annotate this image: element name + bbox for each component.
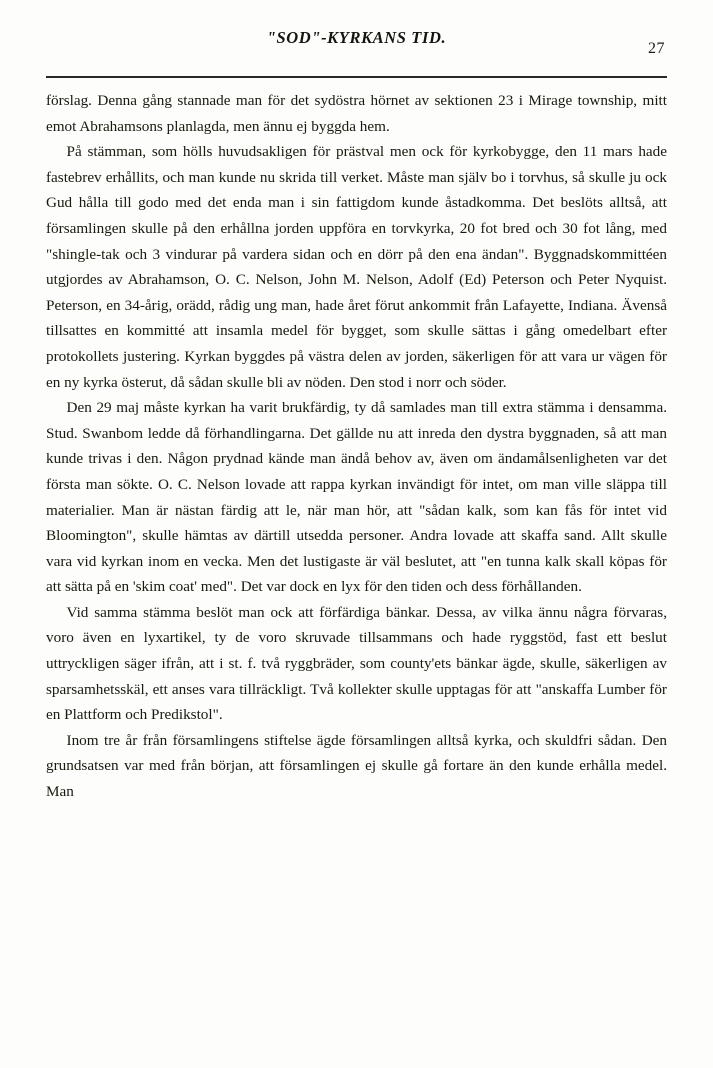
body-text	[46, 88, 667, 805]
running-title: "SOD"-KYRKANS TID.	[266, 28, 447, 47]
header-divider	[46, 76, 667, 78]
paragraph-4: Vid samma stämma beslöt man ock att förfärdiga bänkar. Dessa, av vilka ännu några förvaras, voro även en lyxartikel, ty de voro skruvade tillsammans och hade ryggstöd, fast ett beslut uttryckligen säger ifrån, att i st. f. två ryggbräder, som county'ets bänkar ägde, skulle, säkerligen av sparsamhetsskäl, ett anses vara tillräckligt. Två kollekter skulle upptagas för att "anskaffa Lumber för en Plattform och Predikstol".	[46, 603, 667, 724]
paragraph-3: Den 29 maj måste kyrkan ha varit brukfärdig, ty då samlades man till extra stämma i densamma. Stud. Swanbom ledde då förhandlingarna. Det gällde nu att inreda den dystra byggnaden, så att man kunde trivas i den. Någon prydnad kände man ändå behov av, även om ändamålsenligheten var det första man sökte. O. C. Nelson lovade att rappa kyrkan invändigt för intet, om man ville släppa till materialier. Man är nästan färdig att le, när man hör, att "sådan kalk, som kan fås för intet vid Bloomington", skulle hämtas av därtill utsedda personer. Andra lovade att skaffa sand. Allt skulle vara vid kyrkan inom en vecka. Men det lustigaste är väl beslutet, att "en tunna kalk skall köpas för att sätta på en 'skim coat' med". Det var dock en lyx för den tiden och dess förhållanden.	[46, 399, 667, 596]
page-footer-space	[0, 1044, 713, 1068]
paragraph-5: Inom tre år från församlingens stiftelse ägde församlingen alltså kyrka, och skuldfri sådan. Den grundsatsen var med från början, att församlingen ej skulle gå fortare än den kunde erhålla medel. Man	[46, 731, 667, 801]
paragraph-2: På stämman, som hölls huvudsakligen för prästval men ock för kyrkobygge, den 11 mars hade fastebrev erhållits, och man kunde nu skrida till verket. Måste man själv bo i torvhus, så skulle ju ock Gud hålla till godo med det enda man i sin fattigdom kunde åstadkomma. Det beslöts alltså, att församlingen skulle på den erhållna jorden uppföra en torvkyrka, 20 fot bred och 30 fot lång, med "shingle-tak och 3 vindurar på vardera sidan och en dörr på den ena ändan". Byggnadskommittéen utgjordes av Abrahamson, O. C. Nelson, John M. Nelson, Adolf (Ed) Peterson och Peter Nyquist. Peterson, en 34-årig, orädd, rådig ung man, hade året förut ankommit från Lafayette, Indiana. Ävenså tillsattes en kommitté att insamla medel för bygget, som skulle sättas i gång omedelbart efter protokollets justering. Kyrkan byggdes på västra delen av jorden, säkerligen för att vara ur vägen för en ny kyrka österut, då sådan skulle bli av nöden. Den stod i norr och söder.	[46, 143, 667, 391]
page-number: 27	[648, 40, 665, 57]
page-header	[48, 28, 665, 58]
paragraph-1: förslag. Denna gång stannade man för det sydöstra hörnet av sektionen 23 i Mirage township, mitt emot Abrahamsons planlagda, men ännu ej byggda hem.	[46, 92, 667, 135]
